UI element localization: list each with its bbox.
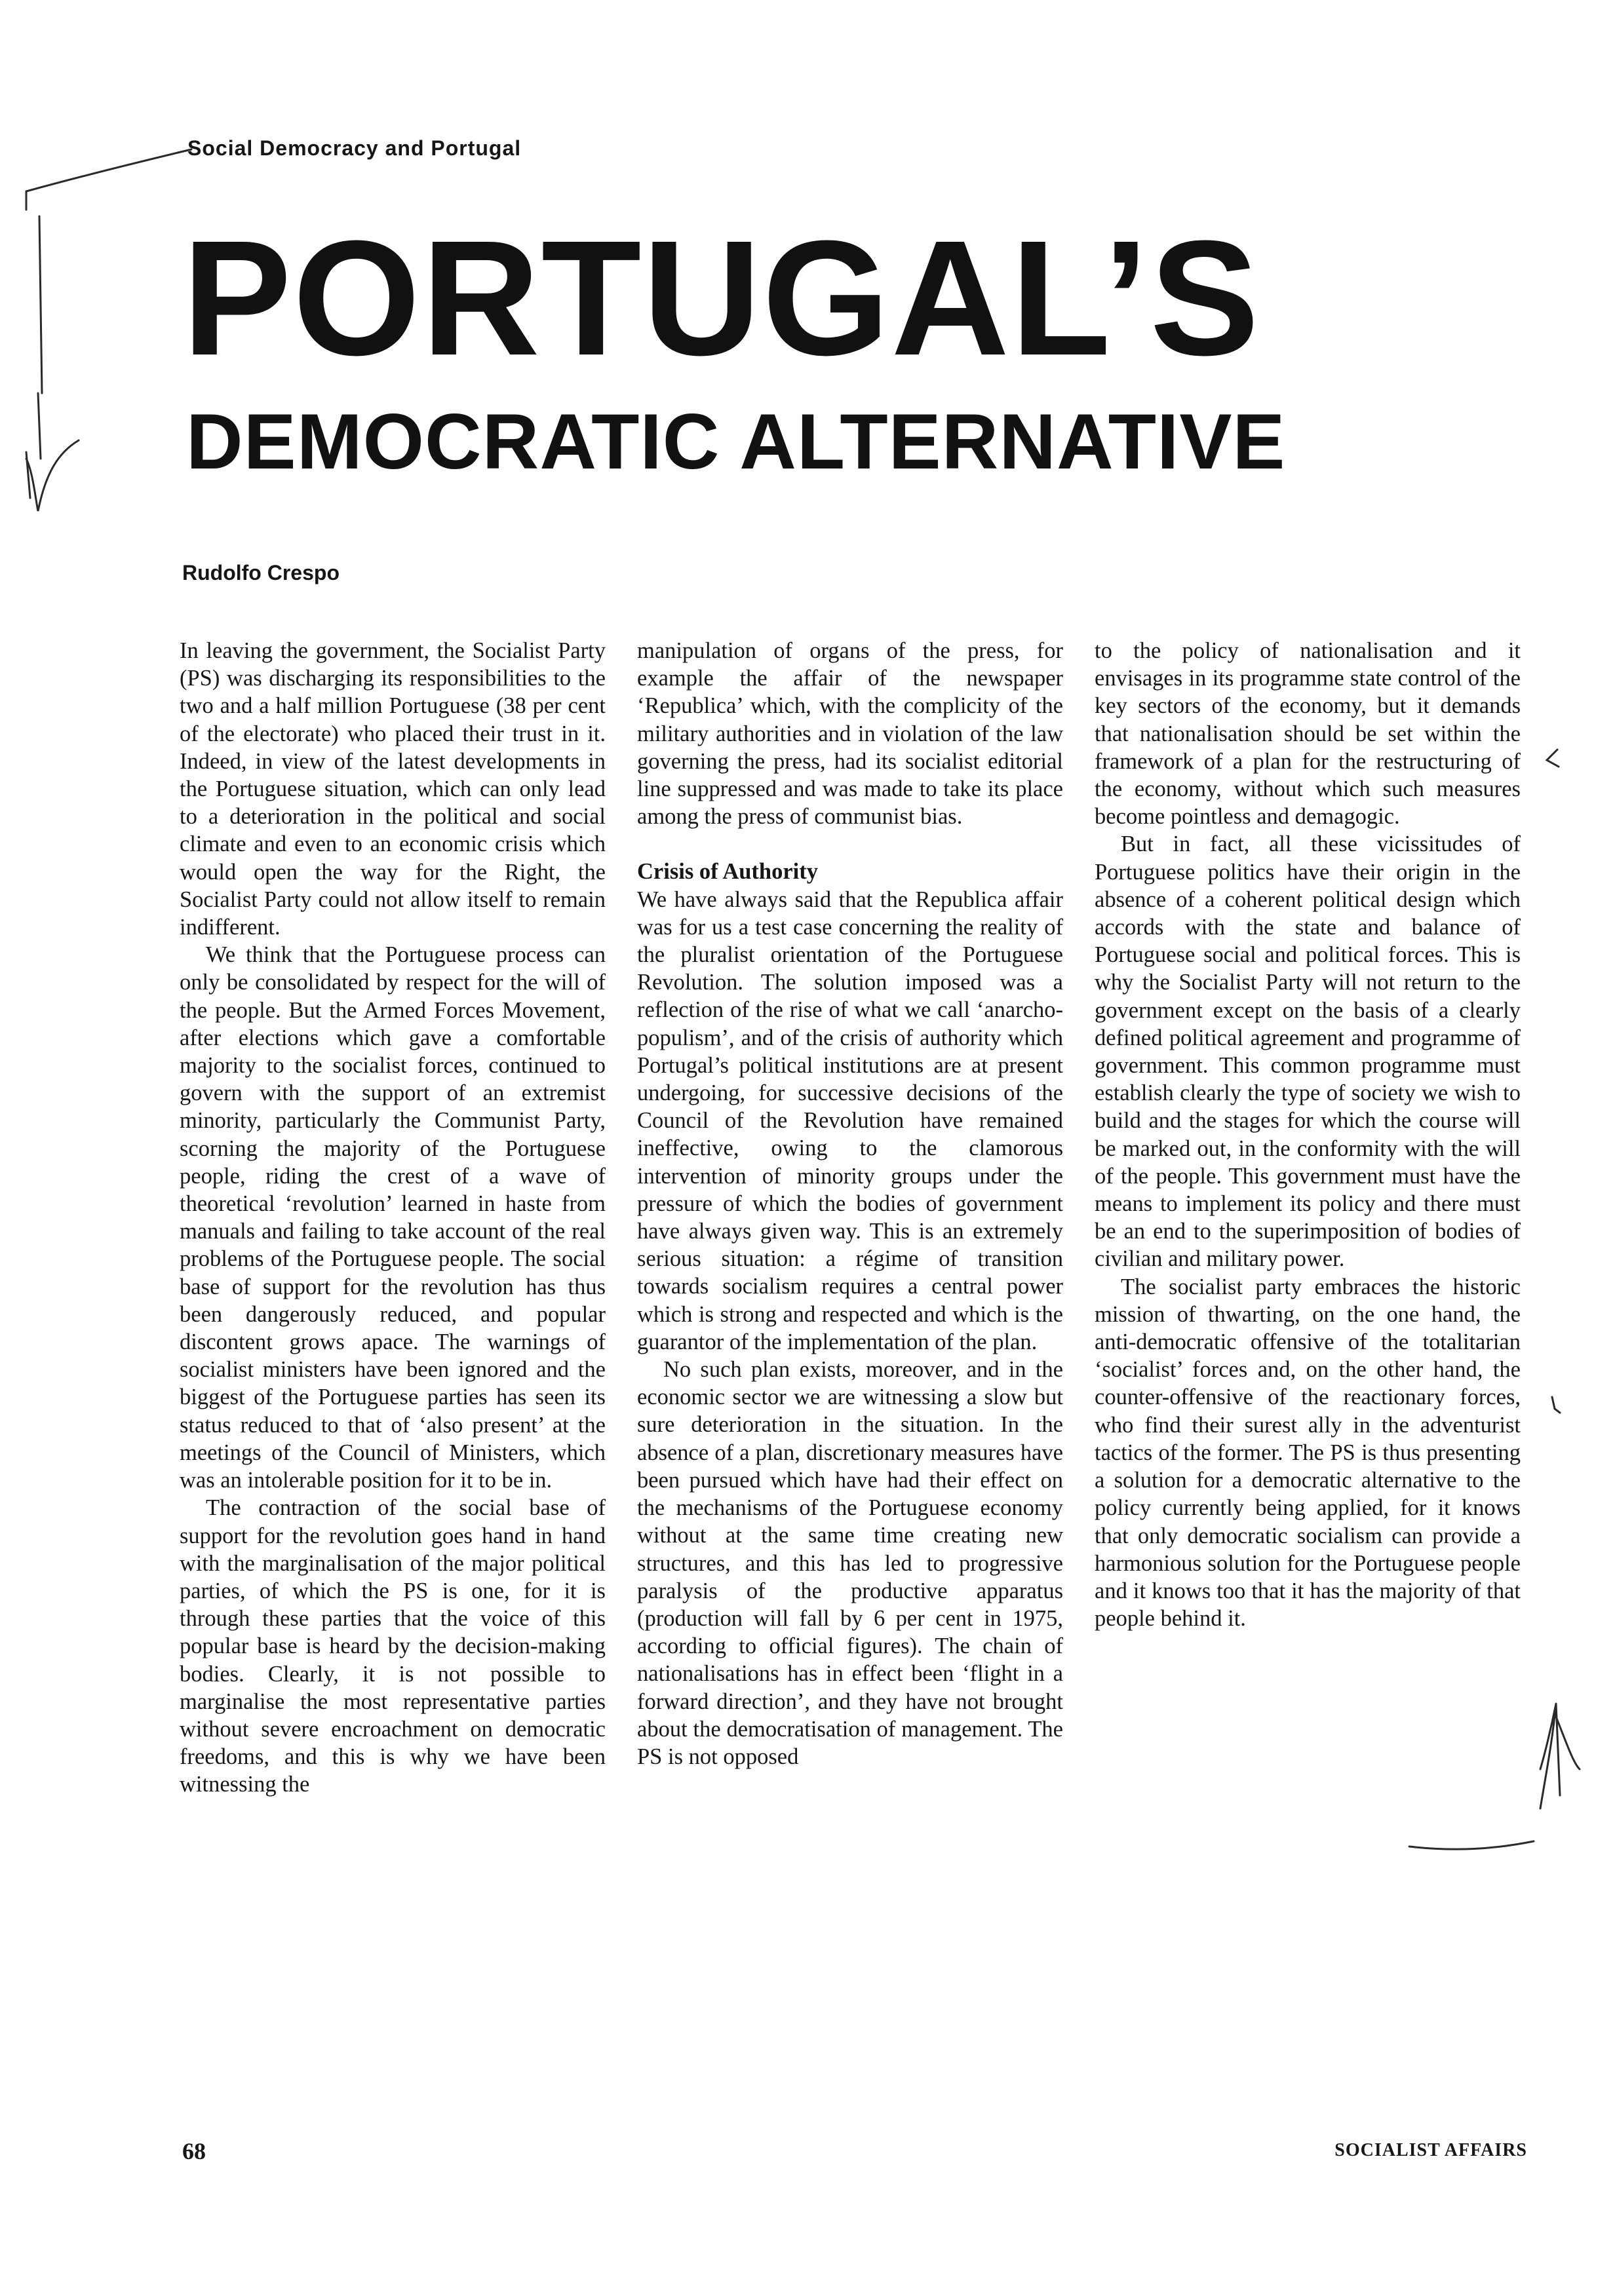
paragraph: But in fact, all these vicissitudes of Portuguese politics have their origin in the absence of a coherent political design which accords with the state and balance of Portuguese social and political forces. This is why the Socialist Party will not return to the government except on the basis of a clearly defined political agreement and programme of government. This common programme must establish clearly the type of society we wish to build and the stages for which the course will be marked out, in the conformity with the will of the people. This government must have the means to implement its policy and there must be an end to the superimposition of bodies of civilian and military power. [1095, 832, 1521, 1272]
headline-line-2: DEMOCRATIC ALTERNATIVE [186, 398, 1286, 486]
bracket-left-stroke [26, 191, 42, 498]
paragraph: to the policy of nationalisation and it envisages in its programme state control of the key sectors of the economy, but it demands that nationalisation should be set within the framework of a plan for the restructuring of the economy, without which such measures become pointless and demagogic. [1095, 638, 1521, 830]
paragraph: No such plan exists, moreover, and in the economic sector we are witnessing a slow but sure deterioration in the situation. In the absence of a plan, discretionary measures have been pursued which have had their effect on the mechanisms of the Portuguese economy without at the same time creating new structures, and this has led to progressive paralysis of the productive apparatus (production will fall by 6 per cent in 1975, according to official figures). The chain of nationalisations has in effect been ‘flight in a forward direction’, and they have not brought about the democratisation of management. The PS is not opposed [637, 1357, 1063, 1769]
margin-tick-2 [1552, 1397, 1560, 1413]
subheading: Crisis of Authority [637, 859, 818, 885]
article-column-3 [1095, 637, 1521, 2164]
paragraph: In leaving the government, the Socialist Party (PS) was discharging its responsibilities to the two and a half million Portuguese (38 per cent of the electorate) who placed their trust in it. Indeed, in view of the latest developments in the Portuguese situation, which can only lead to a deterioration in the political and social climate and even to an economic crisis which would open the way for the Right, the Socialist Party could not allow itself to remain indifferent. [180, 638, 606, 940]
paragraph: We think that the Portuguese process can only be consolidated by respect for the will of the people. But the Armed Forces Movement, after elections which gave a comfortable majority to the socialist forces, continued to govern with the support of an extremist minority, particularly the Communist Party, scorning the majority of the Portuguese people, riding the crest of a wave of theoretical ‘revolution’ learned in haste from manuals and failing to take account of the real problems of the Portuguese people. The social base of support for the revolution has thus been dangerously reduced, and popular discontent grows apace. The warnings of socialist ministers have been ignored and the biggest of the Portuguese parties has seen its status reduced to that of ‘also present’ at the meetings of the Council of Ministers, which was an intolerable position for it to be in. [180, 942, 606, 1493]
paragraph: manipulation of organs of the press, for example the affair of the newspaper ‘Republica’ which, with the complicity of the military authorities and in violation of the law governing the press, had its socialist editorial line suppressed and was made to take its place among the press of communist bias. [637, 638, 1063, 830]
article-column-2 [637, 637, 1063, 2164]
arrow-mark [1540, 1704, 1580, 1808]
article-column-1 [180, 637, 606, 2164]
check-mark [26, 440, 79, 511]
journal-name: SOCIALIST AFFAIRS [1334, 2140, 1527, 2160]
headline-line-1: PORTUGAL’S [182, 206, 1261, 389]
paragraph: The contraction of the social base of support for the revolution goes hand in hand with the marginalisation of the major political parties, of which the PS is one, for it is through these parties that the voice of this popular base is heard by the decision-making bodies. Clearly, it is not possible to marginalise the most representative parties without severe encroachment on democratic freedoms, and this is why we have been witnessing the [180, 1495, 606, 1797]
margin-tick-1 [1547, 750, 1559, 767]
paragraph: The socialist party embraces the historic mission of thwarting, on the one hand, the anti-democratic offensive of the totalitarian ‘socialist’ forces and, on the other hand, the counter-offensive of the reactionary forces, who find their surest ally in the adventurist tactics of the former. The PS is thus presenting a solution for a democratic alternative to the policy currently being applied, for it knows that only democratic socialism can provide a harmonious solution for the Portuguese people and it knows too that it has the majority of that people behind it. [1095, 1274, 1521, 1632]
author-byline: Rudolfo Crespo [182, 561, 340, 584]
paragraph: We have always said that the Republica affair was for us a test case concerning the reality of the pluralist orientation of the Portuguese Revolution. The solution imposed was a reflection of the rise of what we call ‘anarcho-populism’, and of the crisis of authority which Portugal’s political institutions are at present undergoing, for successive decisions of the Council of the Revolution have remained ineffective, owing to the clamorous intervention of minority groups under the pressure of which the bodies of government have always given way. This is an extremely serious situation: a régime of transition towards socialism requires a central power which is strong and respected and which is the guarantor of the implementation of the plan. [637, 887, 1063, 1354]
section-kicker: Social Democracy and Portugal [187, 136, 522, 160]
bracket-top-stroke [26, 149, 191, 191]
page-number: 68 [182, 2138, 206, 2164]
